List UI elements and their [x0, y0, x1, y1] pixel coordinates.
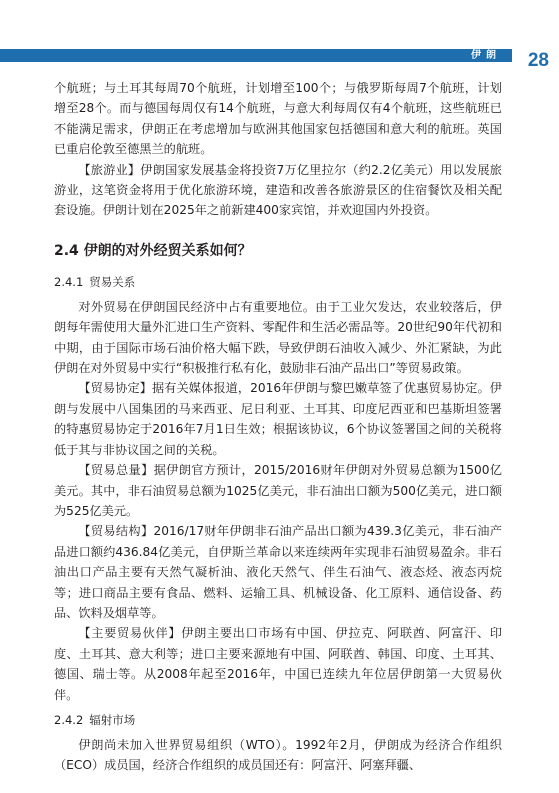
paragraph-trade-volume: 【贸易总量】据伊朗官方预计，2015/2016财年伊朗对外贸易总额为1500亿美元。其中，非石油贸易总额为1025亿美元，非石油出口额为500亿美元，进口额为525亿美元。: [54, 463, 502, 518]
page-number: 28: [527, 50, 549, 71]
paragraph-trade-partners: 【主要贸易伙伴】伊朗主要出口市场有中国、伊拉克、阿联酋、阿富汗、印度、土耳其、意大利等；进口主要来源地有中国、阿联酋、韩国、印度、土耳其、德国、瑞士等。从2008年起至2016年，中国已连续九年位居伊朗第一大贸易伙伴。: [54, 626, 502, 702]
page-body: [54, 78, 502, 776]
section-title: 伊朗的对外经贸关系如何？: [83, 242, 252, 259]
subsection-heading-trade: [54, 273, 502, 291]
subsection-number: 2.4.2: [54, 712, 84, 727]
paragraph-tourism: 【旅游业】伊朗国家发展基金将投资7万亿里拉尔（约2.2亿美元）用以发展旅游业，这笔资金将用于优化旅游环境，建造和改善各旅游景区的住宿餐饮及相关配套设施。伊朗计划在2025年之前新建400家宾馆，并欢迎国内外投资。: [54, 162, 502, 218]
subsection-title: 辐射市场: [89, 712, 136, 727]
paragraph-trade-structure: 【贸易结构】2016/17财年伊朗非石油产品出口额为439.3亿美元，非石油产品进口额约436.84亿美元，自伊斯兰革命以来连续两年实现非石油贸易盈余。非石油出口产品主要有天然气凝析油、液化天然气、伴生石油气、液态烃、液态丙烷等；进口商品主要有食品、燃料、运输工具、机械设备、化工原料、通信设备、药品、饮料及烟草等。: [54, 524, 502, 620]
subsection-heading-market: [54, 711, 502, 729]
paragraph-market: 伊朗尚未加入世界贸易组织（WTO）。1992年2月，伊朗成为经济合作组织（ECO）成员国，经济合作组织的成员国还有：阿富汗、阿塞拜疆、: [54, 737, 502, 773]
header-bar: [0, 49, 512, 62]
subsection-title: 贸易关系: [89, 274, 136, 289]
running-header-title: 伊朗: [471, 50, 501, 61]
paragraph-trade-agreement: 【贸易协定】据有关媒体报道，2016年伊朗与黎巴嫩草签了优惠贸易协定。伊朗与发展中八国集团的马来西亚、尼日利亚、土耳其、印度尼西亚和巴基斯坦签署的特惠贸易协定于2016年7月1日生效；根据该协议，6个协议签署国之间的关税将低于其与非协议国之间的关税。: [54, 381, 502, 457]
section-number: 2.4: [54, 242, 79, 259]
subsection-number: 2.4.1: [54, 274, 84, 289]
paragraph-flights: 个航班；与土耳其每周70个航班，计划增至100个；与俄罗斯每周7个航班，计划增至28个。而与德国每周仅有14个航班，与意大利每周仅有4个航班，这些航班已不能满足需求，伊朗正在考虑增加与欧洲其他国家包括德国和意大利的航班。英国已重启伦敦至德黑兰的航班。: [54, 81, 502, 157]
section-heading: [54, 241, 502, 261]
paragraph-trade-overview: 对外贸易在伊朗国民经济中占有重要地位。由于工业欠发达，农业较落后，伊朗每年需使用大量外汇进口生产资料、零配件和生活必需品等。20世纪90年代初和中期，由于国际市场石油价格大幅下跌，导致伊朗石油收入减少、外汇紧缺，为此伊朗在对外贸易中实行“积极推行私有化，鼓励非石油产品出口”等贸易政策。: [54, 299, 502, 376]
